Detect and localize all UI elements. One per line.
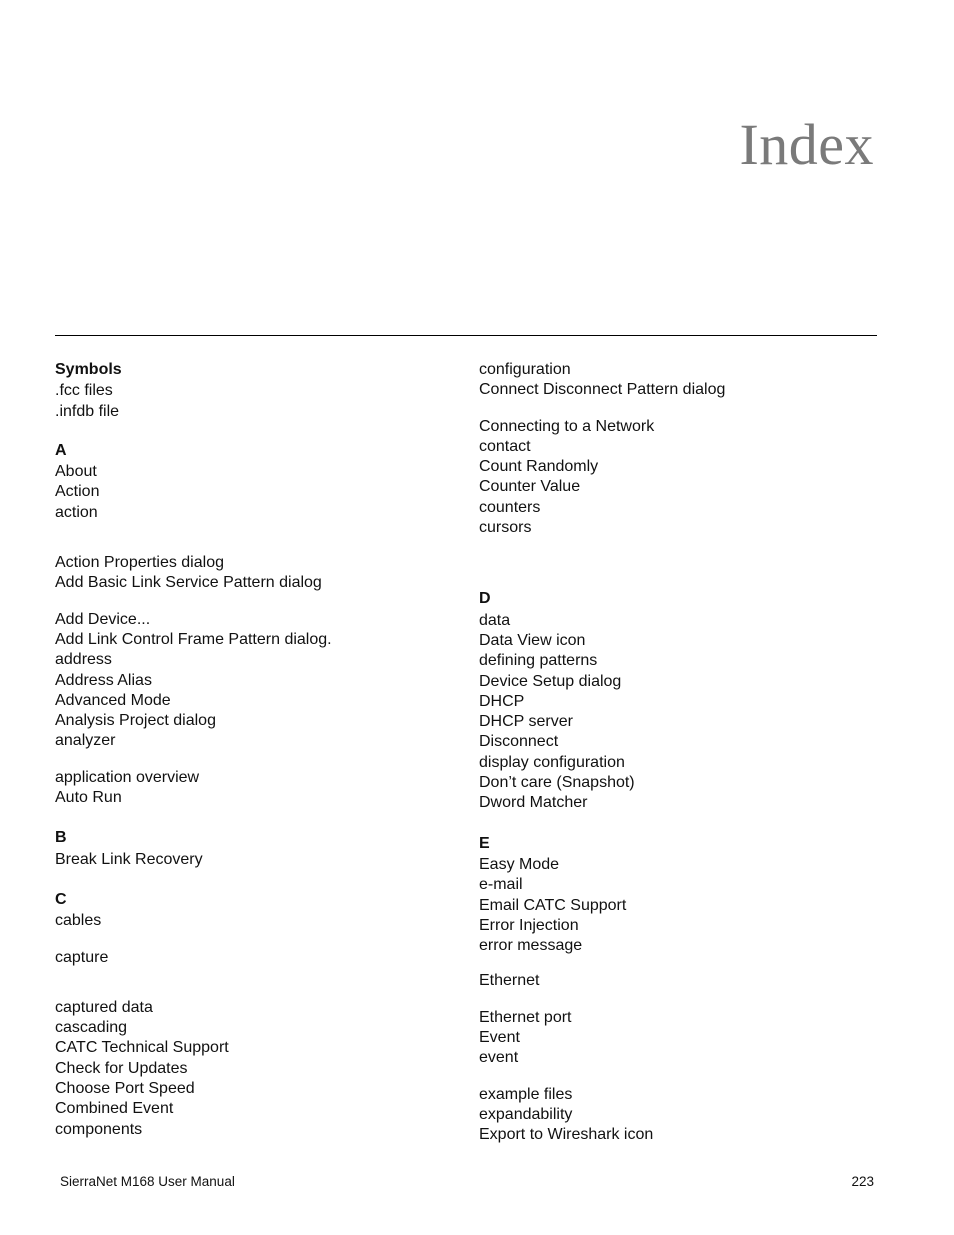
index-section-heading: A: [55, 441, 67, 459]
index-entry: Easy Mode: [479, 855, 560, 873]
index-section-heading: E: [479, 834, 490, 852]
index-entry: Email CATC Support: [479, 896, 627, 914]
index-entry: components: [55, 1120, 143, 1138]
index-entry: cursors: [479, 519, 532, 537]
index-column-right: [479, 360, 879, 1146]
index-entry: event: [479, 1049, 519, 1067]
header-rule: [55, 335, 877, 336]
index-entry: Disconnect: [479, 733, 559, 751]
index-entry: expandability: [479, 1105, 573, 1123]
index-column-left: [55, 360, 455, 1140]
index-entry: capture: [55, 948, 109, 966]
index-entry: analyzer: [55, 732, 116, 750]
index-entry: Break Link Recovery: [55, 850, 203, 868]
index-entry: example files: [479, 1085, 573, 1103]
index-entry: .infdb file: [55, 402, 120, 420]
footer-page-number: 223: [851, 1174, 874, 1189]
index-entry: Export to Wireshark icon: [479, 1126, 654, 1144]
page-title: Index: [739, 112, 874, 177]
index-entry: application overview: [55, 768, 200, 786]
index-entry: Event: [479, 1029, 520, 1047]
index-section-heading: D: [479, 590, 491, 608]
index-entry: Don’t care (Snapshot): [479, 774, 635, 792]
index-entry: defining patterns: [479, 652, 598, 670]
index-entry: Count Randomly: [479, 458, 599, 476]
index-entry: Add Link Control Frame Pattern dialog.: [55, 630, 332, 648]
index-entry: Ethernet port: [479, 1008, 572, 1026]
index-section-heading: C: [55, 890, 67, 908]
index-entry: Ethernet: [479, 972, 540, 990]
index-section-heading: B: [55, 829, 67, 847]
index-entry: DHCP: [479, 692, 525, 710]
index-entry: Analysis Project dialog: [55, 712, 216, 730]
index-entry: Error Injection: [479, 916, 579, 934]
index-entry: About: [55, 463, 97, 481]
index-entry: .fcc files: [55, 382, 113, 400]
index-entry: Advanced Mode: [55, 691, 171, 709]
index-entry: data: [479, 611, 511, 629]
index-entry: Counter Value: [479, 478, 581, 496]
index-section-heading: Symbols: [55, 361, 122, 378]
index-entry: Device Setup dialog: [479, 672, 622, 690]
index-entry: Connect Disconnect Pattern dialog: [479, 381, 726, 399]
index-entry: Add Basic Link Service Pattern dialog: [55, 574, 322, 592]
index-entry: display configuration: [479, 753, 625, 771]
index-entry: configuration: [479, 361, 571, 378]
index-entry: Action: [55, 483, 100, 501]
index-entry: Connecting to a Network: [479, 417, 655, 435]
index-entry: DHCP server: [479, 713, 573, 731]
index-entry: cascading: [55, 1019, 128, 1037]
index-entry: Add Device...: [55, 610, 151, 628]
index-entry: Choose Port Speed: [55, 1080, 195, 1098]
index-entry: error message: [479, 937, 583, 955]
index-entry: cables: [55, 912, 102, 930]
index-entry: Auto Run: [55, 789, 122, 807]
index-entry: captured data: [55, 998, 153, 1016]
index-entry: CATC Technical Support: [55, 1039, 229, 1057]
index-entry: Address Alias: [55, 671, 152, 689]
index-entry: Data View icon: [479, 631, 586, 649]
index-entry: Dword Matcher: [479, 794, 588, 812]
index-entry: contact: [479, 437, 531, 455]
footer-manual-title: SierraNet M168 User Manual: [60, 1174, 235, 1189]
index-entry: Combined Event: [55, 1100, 174, 1118]
index-entry: e-mail: [479, 876, 523, 894]
index-entry: Check for Updates: [55, 1059, 188, 1077]
index-entry: counters: [479, 498, 541, 516]
index-entry: Action Properties dialog: [55, 554, 224, 572]
index-entry: address: [55, 651, 112, 669]
index-entry: action: [55, 503, 98, 521]
